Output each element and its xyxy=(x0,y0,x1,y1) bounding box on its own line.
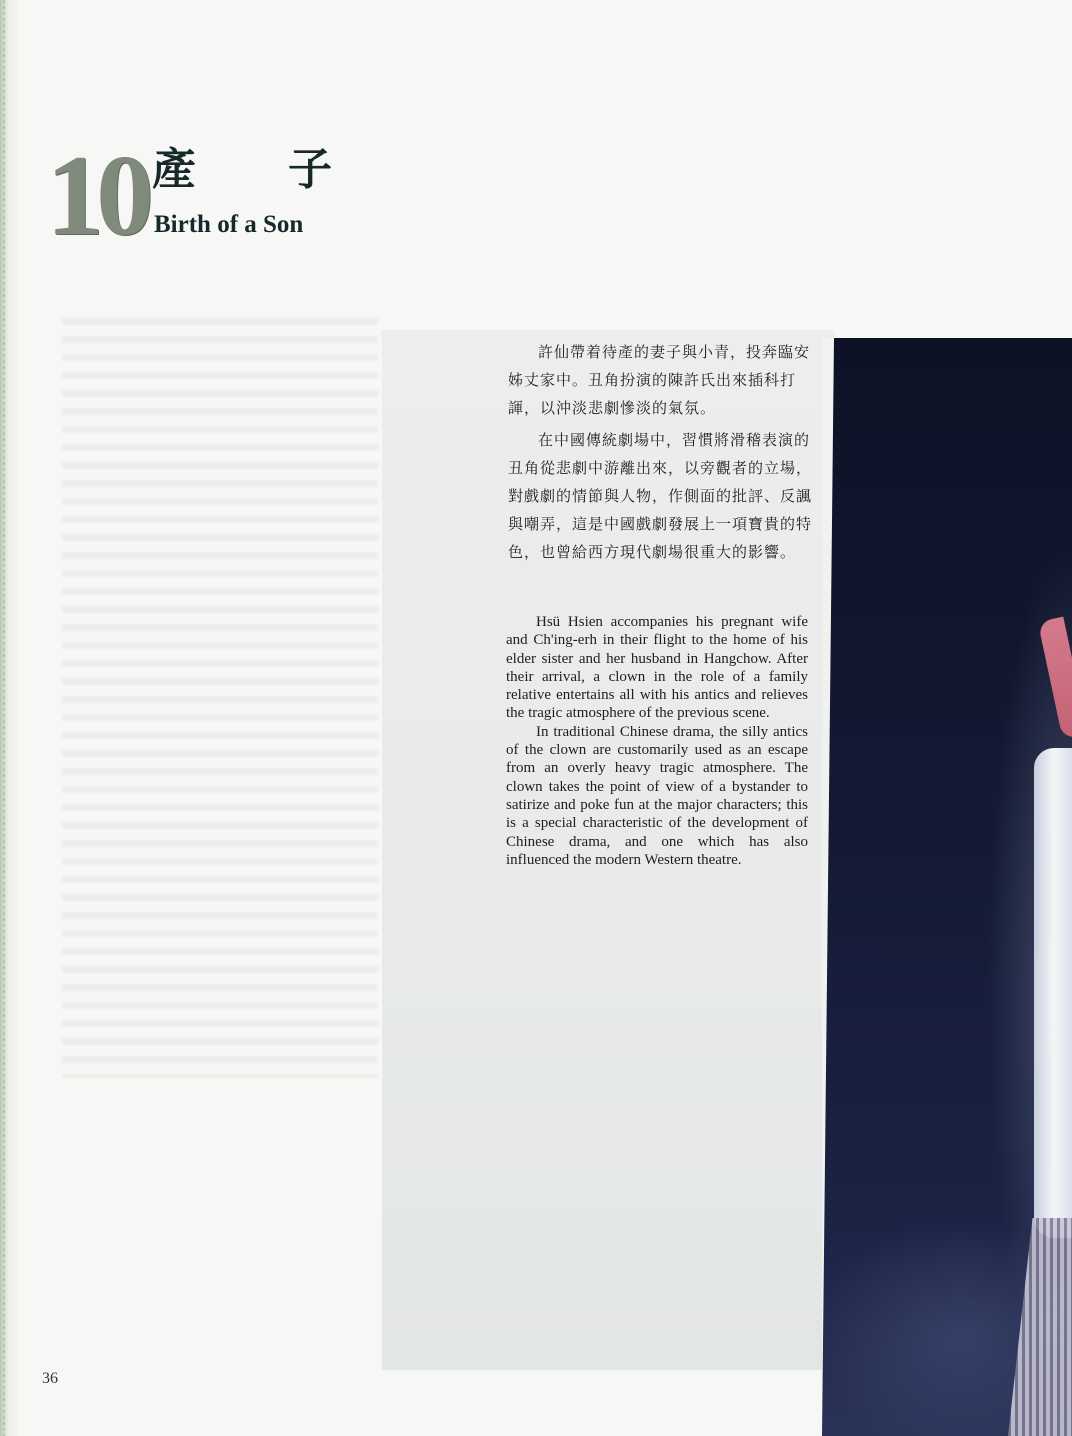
scene-number: 10 xyxy=(46,132,146,260)
chinese-text-column xyxy=(508,338,814,570)
english-paragraph: In traditional Chinese drama, the silly antics of the clown are customarily used as an escape from an overly heavy tragic atmosphere. The clown takes the point of view of a bystander to satirize and poke fun at the major characters; this is a special characteristic of the development of Chinese drama, and one which has also influenced the modern Western theatre. xyxy=(506,723,808,868)
scene-title-chinese: 產子 xyxy=(152,144,424,195)
page-number: 36 xyxy=(42,1370,58,1387)
stage-photo xyxy=(822,338,1072,1436)
performer-hand xyxy=(1038,617,1072,740)
chinese-paragraph: 許仙帶着待產的妻子與小青，投奔臨安姊丈家中。丑角扮演的陳許氏出來插科打諢，以沖淡悲劇慘淡的氣氛。 xyxy=(508,343,811,417)
english-paragraph: Hsü Hsien accompanies his pregnant wife and Ch'ing-erh in their flight to the home of his elder sister and her husband in Hangchow. After their arrival, a clown in the role of a family relative entertains all with his antics and relieves the tragic atmosphere of the previous scene. xyxy=(506,614,808,722)
water-sleeve xyxy=(1034,748,1072,1238)
pleated-skirt xyxy=(1008,1218,1072,1436)
english-text-column xyxy=(506,613,808,869)
chinese-paragraph: 在中國傳統劇場中，習慣將滑稽表演的丑角從悲劇中游離出來，以旁觀者的立場，對戲劇的情節與人物，作側面的批評、反諷與嘲弄，這是中國戲劇發展上一項寶貴的特色，也曾給西方現代劇場很重大的影響。 xyxy=(508,431,813,561)
photo-edge xyxy=(822,338,834,1436)
scene-title-english: Birth of a Son xyxy=(154,211,304,238)
show-through-text xyxy=(62,318,378,1078)
page-binding-edge xyxy=(0,0,18,1436)
